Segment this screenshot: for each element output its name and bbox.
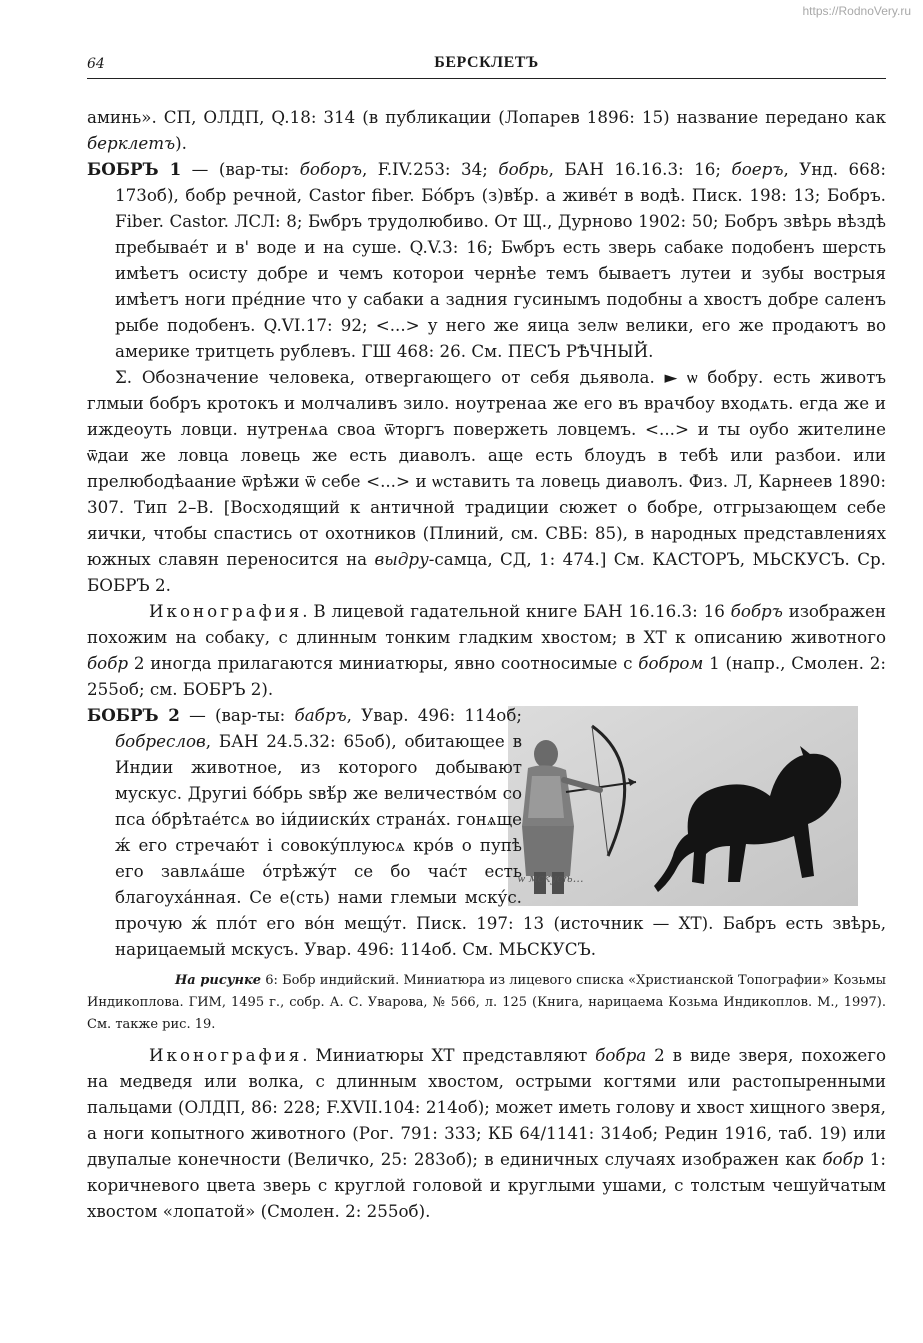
paragraph-iconography-2: Иконография. Миниатюры ХТ представляют бобра 2 в виде зверя, похожего на медведя или волка, с длинным хвостом, острыми когтями или растопыренными пальцами (ОЛДП, 86: 228; F.XVII.104: 214об); может иметь голову и хвост хищного зверя, а ноги копытного животного (Рог. 791: 333; КБ 64/1141: 314об; Редин 1916, таб. 19) или двупалые конечности (Величко, 25: 283об); в единичных случаях изображен как бобр 1: коричневого цвета зверь с круглой головой и круглыми ушами, с толстым чешуйчатым хвостом «лопатой» (Смолен. 2: 255об). [87, 1045, 886, 1221]
entry-bobr-2: ѡ мскусѣ… БОБРЪ 2 — (вар-ты: бабръ, Увар. 496: 114об; бобреслов, БАН 24.5.32: 65об), обитающее в Индии животное, из которого добывают мускус. Другиі бо́брь ѕвѣ́р же величество́м со пса о́брѣтае́тсѧ во іи́дииски́х страна́х. гонѧще ж́ его стречаю́т і совоку́плуюсѧ кро́в о пупѣ его завлѧа́ше о́трѣжу́т се бо час́т есть благоуха́нная. Се е(сть) нами глемыи мску́с. прочую ж́ пло́т его во́н мещу́т. Писк. 197: 13 (источник — ХТ). Бабръ есть звѣрь, нарицаемый мскусъ. Увар. 496: 114об. См. МЬСКУСЪ. [87, 705, 886, 959]
paragraph-symbol: Σ. Обозначение человека, отвергающего от себя дьявола. ► ѡ бобру. есть животъ глмыи бобръ кротокъ и молчаливъ зило. ноутренаа же его въ врачбоу входѧть. егда же и иждеоуть ловци. нутренѧа своа ѿторгъ повержеть ловцемъ. <...> и ты оубо жителине ѿдаи же ловца ловець же есть диаволъ. аще есть блоудъ в тебѣ или разбои. или прелюбодѣаание ѿрѣжи ѿ себе <...> и ѡставить та ловець диаволъ. Физ. Л, Карнеев 1890: 307. Тип 2–В. [Восходящий к античной традиции сюжет о бобре, отгрызающем себе яички, чтобы спастись от охотников (Плиний, см. СВБ: 85), в народных представлениях южных славян переносится на выдру-самца, СД, 1: 474.] См. КАСТОРЪ, МЬСКУСЪ. Ср. БОБРЪ 2. [87, 367, 886, 595]
paragraph-continuation: аминь». СП, ОЛДП, Q.18: 314 (в публикации (Лопарев 1896: 15) название передано как берклетъ). [87, 107, 886, 153]
page-number: 64 [87, 56, 105, 72]
running-title: БЕРСКЛЕТЪ [434, 54, 539, 71]
page-header [87, 52, 886, 79]
headword-bobr-1: БОБРЪ 1 [87, 159, 182, 179]
page-body [87, 104, 886, 1224]
iconography-label: Иконография [149, 1045, 303, 1065]
miniature-inscription: ѡ мскусѣ… [518, 872, 584, 885]
figure-caption: На рисунке 6: Бобр индийский. Миниатюра из лицевого списка «Христианской Топографии» Козьмы Индикоплова. ГИМ, 1495 г., собр. А. С. Уварова, № 566, л. 125 (Книга, нарицаема Козьма Индикоплов. М., 1997). См. также рис. 19. [87, 973, 886, 1032]
paragraph-iconography-1: Иконография. В лицевой гадательной книге БАН 16.16.3: 16 бобръ изображен похожим на собаку, с длинным тонким гладким хвостом; в ХТ к описанию животного бобр 2 иногда прилагаются миниатюры, явно соотносимые с бобром 1 (напр., Смолен. 2: 255об; см. БОБРЪ 2). [87, 601, 886, 699]
miniature-figure [518, 706, 886, 906]
entry-bobr-1: БОБРЪ 1 — (вар-ты: боборъ, F.IV.253: 34; бобрь, БАН 16.16.3: 16; боеръ, Унд. 668: 173об), бобр речной, Castor fiber. Бо́бръ (з)вѣ́р. а живе́т в водѣ. Писк. 198: 13; Бобръ. Fiber. Castor. ЛСЛ: 8; Бѡбръ трудолюбиво. От Щ., Дурново 1902: 50; Бобръ звѣрь вѣздѣ пребывае́т и в' воде и на суше. Q.V.3: 16; Бѡбръ есть зверь сабаке подобенъ шерсть имѣетъ осисту добре и чемъ которои чернѣе темъ бываетъ лутеи и зубы вострыя имѣетъ ноги пре́дние что у сабаки а задния гусинымъ подобны а хвостъ добре саленъ рыбе подобенъ. Q.VI.17: 92; <...> у него же яица зелѡ велики, его же продаютъ во америке тритцеть рублевъ. ГШ 468: 26. См. ПЕСЪ РѢЧНЫЙ. [87, 159, 887, 361]
iconography-label: Иконография [149, 601, 303, 621]
headword-bobr-2: БОБРЪ 2 [87, 705, 180, 725]
miniature-illustration [508, 706, 858, 906]
watermark[interactable]: https://RodnoVery.ru [802, 4, 911, 18]
